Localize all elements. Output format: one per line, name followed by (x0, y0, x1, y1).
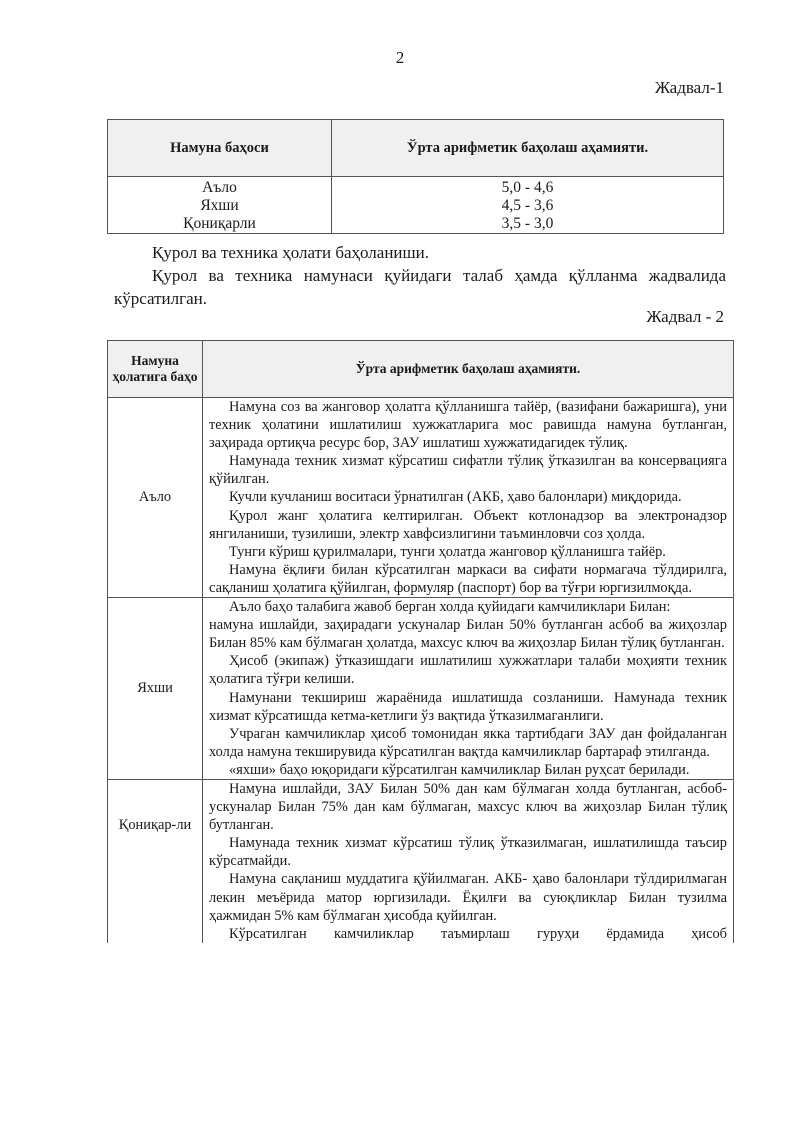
table-row (108, 177, 724, 198)
criteria-paragraph: Намуна соз ва жанговор ҳолатга қўлланишга тайёр, (вазифани бажаришга), уни техник ҳолатини ишлатилиш хужжатларига мос равишда намуна бутланган, заҳирада ортиқча ресурс бор, ЗАУ ишлатиш хужжатидагидек тўлиқ. (209, 399, 727, 452)
criteria-paragraph: Тунги кўриш қурилмалари, тунги ҳолатда жанговор қўлланишга тайёр. (229, 543, 666, 560)
grade-cell: Қониқарли (108, 215, 332, 234)
grade-cell: Аъло (108, 177, 332, 198)
criteria-paragraph: Намуна ишлайди, ЗАУ Билан 50% дан кам бўлмаган холда бутланган, асбоб-ускуналар Билан 75% дан кам бўлмаган, махсус ключ ва жиҳозлар Билан тўлиқ бутланган. (209, 780, 727, 834)
condition-criteria-table (107, 340, 734, 943)
criteria-paragraph: Кучли кучланиш воситаси ўрнатилган (АКБ, ҳаво балонлари) миқдорида. (229, 489, 682, 506)
table-row (108, 215, 724, 234)
criteria-paragraph: Намунани текшириш жараёнида ишлатишда созланиши. Намунада техник хизмат кўрсатишда кетма-кетлиги ўз вақтида ўтказилмаганлиги. (209, 689, 727, 724)
table-row (108, 197, 724, 215)
criteria-paragraph: «яхши» баҳо юқоридаги кўрсатилган камчиликлар Билан руҳсат берилади. (229, 761, 690, 778)
column-header-sample-grade: Намуна баҳоси (108, 120, 332, 177)
criteria-paragraph: Намунада техник хизмат кўрсатиш тўлиқ ўтказилмаган, ишлатилишда таъсир кўрсатмайди. (209, 835, 727, 870)
table-row (108, 779, 734, 942)
criteria-paragraph: Намунада техник хизмат кўрсатиш сифатли тўлиқ ўтказилган ва консервацияга қўйилган. (209, 453, 727, 488)
range-cell: 3,5 - 3,0 (332, 215, 724, 234)
range-cell: 4,5 - 3,6 (332, 197, 724, 215)
table1-label: Жадвал-1 (654, 78, 724, 97)
criteria-cell (203, 398, 734, 598)
grade-scale-table (107, 119, 724, 234)
criteria-cell (203, 598, 734, 780)
grade-cell: Қониқар-ли (108, 779, 203, 942)
criteria-paragraph: Намуна сақланиш муддатига қўйилмаган. АКБ- ҳаво балонлари тўлдирилмаган лекин меъёрида матор юргизилади. Ёқилғи ва суюқликлар Билан тузилма ҳажмидан 5% кам бўлмаган ҳисобда қуйилган. (209, 871, 727, 924)
criteria-paragraph: Намуна ёқлиғи билан кўрсатилган маркаси ва сифати нормагача тўлдирилга, сақланиш ҳолатига қўйилган, формуляр (паспорт) бор ва тўғри юргизилмоқда. (209, 561, 727, 596)
grade-cell: Аъло (108, 398, 203, 598)
grade-cell: Яхши (108, 598, 203, 780)
criteria-paragraph: Аъло баҳо талабига жавоб берган холда қуйидаги камчиликлари Билан: (229, 599, 671, 616)
body-paragraph: Қурол ва техника ҳолати баҳоланиши. (152, 243, 429, 262)
column-header-mean-score: Ўрта арифметик баҳолаш аҳамияти. (332, 120, 724, 177)
table-header-row (108, 120, 724, 177)
criteria-paragraph: Қурол жанг ҳолатига келтирилган. Объект котлонадзор ва электронадзор янгиланиши, тузилиши, электр хавфсизлигини таъминловчи соз ҳолда. (209, 507, 727, 542)
table-row (108, 398, 734, 598)
grade-cell: Яхши (108, 197, 332, 215)
page-number: 2 (395, 48, 405, 67)
table-header-row (108, 341, 734, 398)
criteria-paragraph: Кўрсатилган камчиликлар таъмирлаш гуруҳи ёрдамида ҳисоб (229, 925, 727, 942)
column-header-condition-grade: Намуна ҳолатига баҳо (108, 341, 203, 398)
body-paragraph: Қурол ва техника намунаси қуйидаги талаб ҳамда қўлланма жадвалида кўрсатилган. (114, 266, 726, 308)
criteria-cell (203, 779, 734, 942)
criteria-paragraph: намуна ишлайди, заҳирадаги ускуналар Билан 50% бутланган асбоб ва жиҳозлар Билан 85% кам бўлмаган ҳолатда, махсус ключ ва жиҳозлар Билан тўлиқ бутланган. (209, 617, 727, 652)
range-cell: 5,0 - 4,6 (332, 177, 724, 198)
criteria-paragraph: Учраган камчиликлар ҳисоб томонидан якка тартибдаги ЗАУ дан фойдаланган холда намуна текширувида кўрсатилган вақтда камчиликлар бартараф этилганда. (209, 725, 727, 760)
table-row (108, 598, 734, 780)
table2-label: Жадвал - 2 (646, 307, 724, 326)
column-header-mean-score: Ўрта арифметик баҳолаш аҳамияти. (203, 341, 734, 398)
criteria-paragraph: Ҳисоб (экипаж) ўтказишдаги ишлатилиш хужжатлари талаби моҳияти техник ҳолатига тўғри келиши. (209, 653, 727, 688)
